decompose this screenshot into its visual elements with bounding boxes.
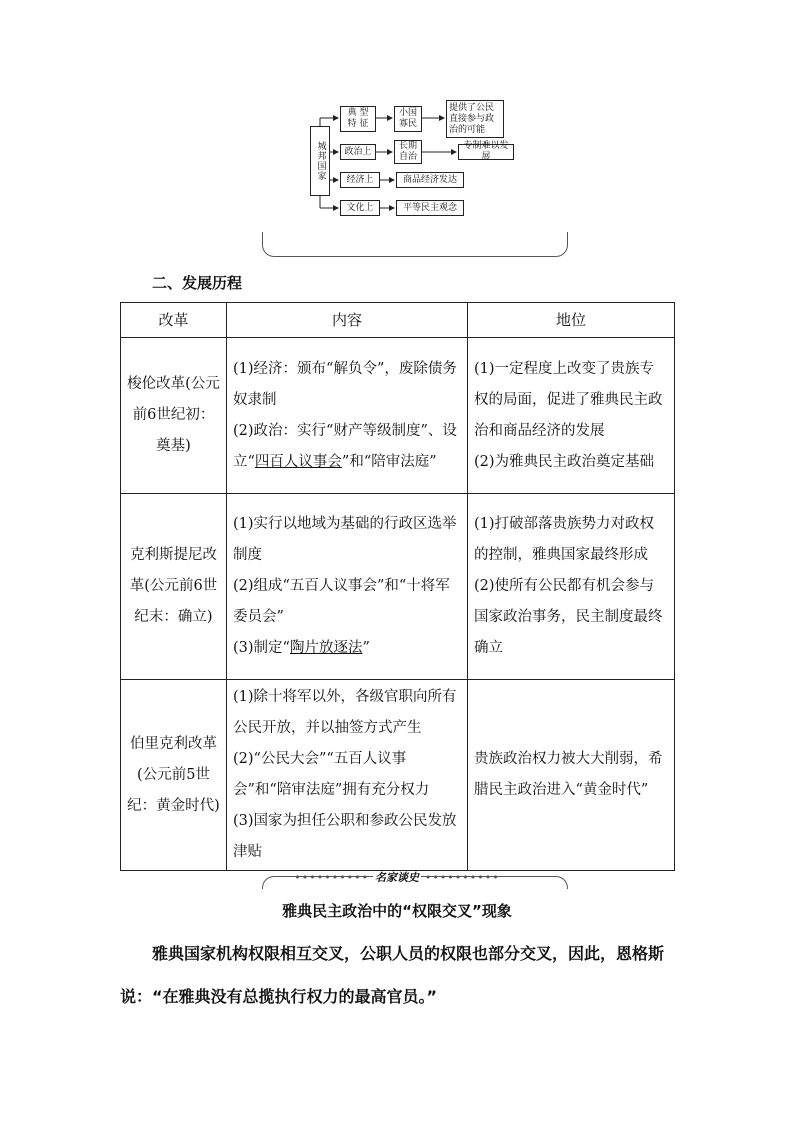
content-line: (1)除十将军以外，各级官职向所有公民开放，并以抽签方式产生 <box>233 689 457 736</box>
diagram-result-direct-participation: 提供了公民 直接参与政 治的可能 <box>446 100 504 138</box>
note-title: 雅典民主政治中的“权限交叉”现象 <box>282 902 512 920</box>
header-content: 内容 <box>227 303 468 338</box>
diagram-label-typical: 典 型 特 征 <box>340 106 376 132</box>
content-text: ” <box>362 640 370 656</box>
reform-status-solon <box>468 338 675 494</box>
city-state-diagram <box>300 96 540 226</box>
status-line: 贵族政治权力被大大削弱，希腊民主政治进入“黄金时代” <box>474 751 663 798</box>
content-line: (2)组成“五百人议事会”和“十将军委员会” <box>233 578 450 625</box>
badge-label: 名家谈史 <box>375 871 419 884</box>
table-header-row <box>121 303 675 338</box>
status-line: (2)使所有公民都有机会参与国家政治事务，民主制度最终确立 <box>474 578 663 656</box>
content-line: (3)国家为担任公职和参政公民发放津贴 <box>233 813 457 860</box>
decorative-dots-left: •••••••••• <box>294 871 370 884</box>
content-line: (1)经济：颁布“解负令”，废除债务奴隶制 <box>233 360 457 408</box>
diagram-result-commerce: 商品经济发达 <box>396 172 464 188</box>
reform-table <box>120 302 675 871</box>
underlined-term: 陶片放逐法 <box>289 640 363 656</box>
content-text: (2)政治：实行“财产等级制度”、设立“ <box>233 422 457 470</box>
content-line <box>233 416 461 478</box>
diagram-mid-small-state: 小国 寡民 <box>394 106 422 132</box>
status-line: (1)打破部落贵族势力对政权的控制，雅典国家最终形成 <box>474 516 655 563</box>
diagram-label-cultural: 文化上 <box>340 200 380 216</box>
decorative-dots-right: •••••••••• <box>424 871 500 884</box>
diagram-root-box: 城邦国家 <box>310 126 330 196</box>
diagram-result-no-despotism: 专制难以发展 <box>458 144 514 160</box>
reform-name-cleisthenes: 克利斯提尼改革(公元前6世纪末：确立) <box>121 494 227 680</box>
historian-note-badge <box>0 869 794 885</box>
reform-content-solon <box>227 338 468 494</box>
table-row <box>121 494 675 680</box>
diagram-bracket <box>262 232 568 257</box>
diagram-mid-autonomy: 长期 自治 <box>394 140 422 164</box>
header-reform: 改革 <box>121 303 227 338</box>
underlined-term: 四百人议事会 <box>254 453 342 470</box>
reform-status-cleisthenes <box>468 494 675 680</box>
diagram-label-economic: 经济上 <box>340 172 380 188</box>
section-heading: 二、发展历程 <box>152 274 243 292</box>
note-body: 雅典国家机构权限相互交叉，公职人员的权限也部分交叉，因此，恩格斯说：“在雅典没有总揽执行权力的最高官员。” <box>120 944 665 1006</box>
reform-content-cleisthenes <box>227 494 468 680</box>
content-line <box>233 633 461 664</box>
diagram-label-political: 政治上 <box>340 144 376 160</box>
content-text: (3)制定“ <box>233 640 290 656</box>
diagram-result-equality: 平等民主观念 <box>396 200 464 216</box>
content-line: (1)实行以地域为基础的行政区选举制度 <box>233 516 457 563</box>
status-line: (2)为雅典民主政治奠定基础 <box>474 453 655 470</box>
reform-content-pericles <box>227 680 468 871</box>
table-row <box>121 338 675 494</box>
reform-name-pericles: 伯里克利改革(公元前5世纪：黄金时代) <box>121 680 227 871</box>
content-text: ”和“陪审法庭” <box>341 453 437 470</box>
table-row <box>121 680 675 871</box>
reform-status-pericles <box>468 680 675 871</box>
status-line: (1)一定程度上改变了贵族专权的局面，促进了雅典民主政治和商品经济的发展 <box>474 360 663 439</box>
content-line: (2)“公民大会”“五百人议事会”和“陪审法庭”拥有充分权力 <box>233 751 430 798</box>
header-status: 地位 <box>468 303 675 338</box>
reform-name-solon: 梭伦改革(公元前6世纪初：奠基) <box>121 338 227 494</box>
